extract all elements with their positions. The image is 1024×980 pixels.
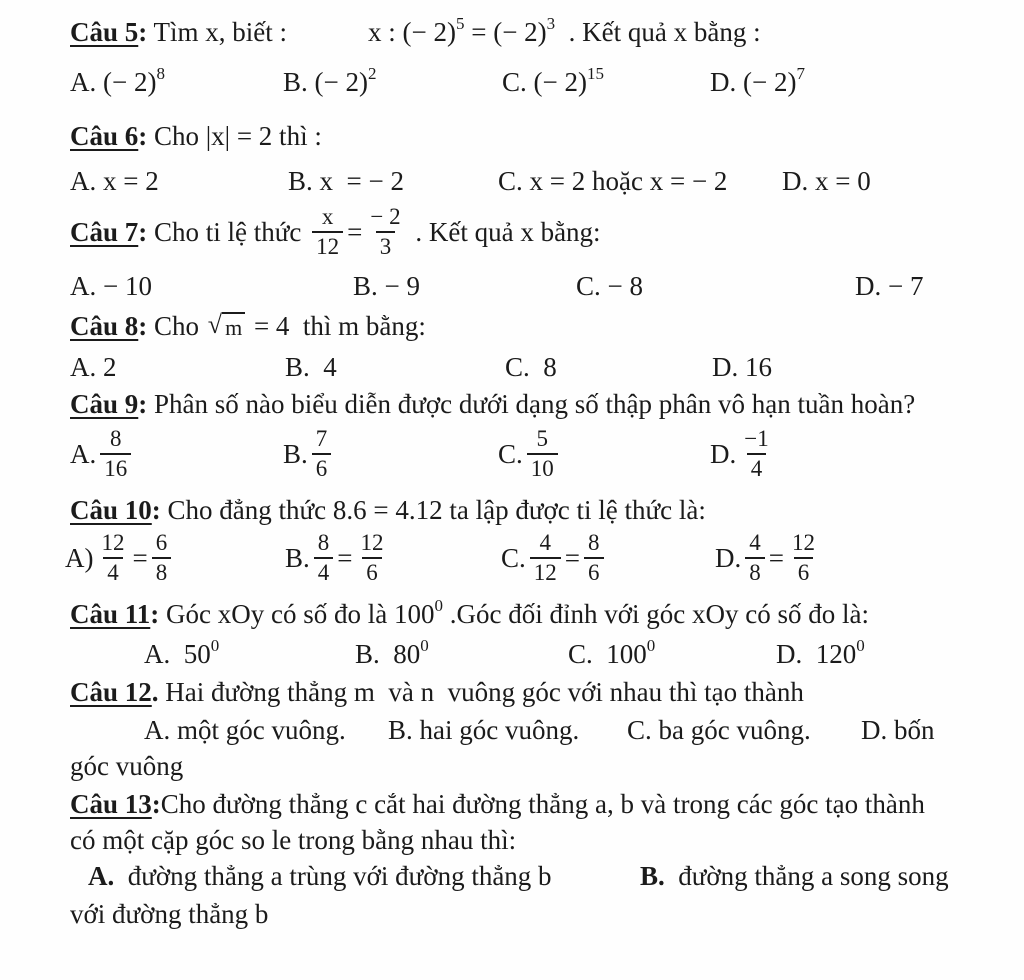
choice-cau-10-c	[501, 528, 608, 588]
choice-key: B.	[285, 542, 310, 573]
choice-cau-12-c	[627, 712, 811, 748]
choice-key: A.	[70, 351, 97, 382]
question-label: Câu 7	[70, 216, 139, 247]
choices-row-cau-6	[0, 163, 1024, 199]
fraction-numerator: 12	[101, 529, 125, 555]
fraction-denominator: 4	[314, 557, 334, 585]
choice-cau-9-d	[710, 424, 777, 484]
text-run: − 7	[881, 270, 924, 301]
question-label-separator: :	[151, 788, 161, 819]
continuation-line-cau-12	[70, 748, 183, 784]
fraction-denominator: 6	[312, 453, 332, 481]
choice-key: D.	[712, 351, 739, 382]
choices-row-cau-12	[0, 712, 1024, 748]
text-run: Hai đường thẳng m và n vuông góc với nhau thì tạo thành	[158, 676, 804, 707]
text-run: Cho	[147, 310, 206, 341]
question-label: Câu 10	[70, 494, 152, 525]
question-line-cau-5	[70, 14, 761, 50]
choice-key: C.	[498, 438, 523, 469]
text-run: Cho |x| = 2 thì :	[147, 120, 322, 151]
text-run: =	[564, 542, 580, 573]
sqrt-radicand: m	[222, 312, 245, 342]
exponent-superscript: 0	[646, 635, 656, 655]
question-line-cau-8	[70, 308, 426, 344]
text-run: x = 2 hoặc x = − 2	[522, 165, 728, 196]
choice-cau-5-c	[502, 64, 604, 100]
fraction-numerator: 4	[539, 529, 552, 555]
choice-cau-10-d	[715, 528, 823, 588]
fraction-denominator: 10	[527, 453, 558, 481]
text-run: hai góc vuông.	[412, 714, 580, 745]
text-run: − 8	[600, 270, 643, 301]
choice-key: D.	[861, 714, 888, 745]
text-run: 120	[802, 638, 857, 669]
choice-key: B.	[355, 638, 380, 669]
question-label-separator: :	[150, 598, 160, 629]
choice-cau-11-d	[776, 636, 865, 672]
square-root	[208, 311, 245, 342]
question-label-separator: .	[151, 676, 159, 707]
continuation-line-cau-13	[70, 896, 268, 932]
fraction	[100, 427, 131, 481]
question-label: Câu 9	[70, 388, 139, 419]
fraction-denominator: 6	[584, 557, 604, 585]
question-line-cau-12	[70, 674, 804, 710]
choice-key: C.	[568, 638, 593, 669]
fraction-denominator: 12	[312, 231, 343, 259]
question-line-cau-7	[70, 202, 601, 262]
exponent-superscript: 0	[420, 635, 429, 655]
choice-cau-12-a	[144, 712, 346, 748]
fraction-numerator: 4	[749, 529, 761, 555]
fraction-numerator: 12	[360, 529, 384, 555]
question-line-cau-10	[70, 492, 706, 528]
choice-key: D.	[855, 270, 882, 301]
choice-cau-8-a	[70, 349, 117, 385]
choice-cau-5-a	[70, 64, 165, 100]
choice-key: A)	[65, 542, 94, 573]
text-run: 100	[592, 638, 647, 669]
choice-cau-6-a	[70, 163, 159, 199]
fraction	[366, 205, 404, 259]
fraction-numerator: − 2	[370, 203, 401, 229]
question-line-cau-11	[70, 596, 869, 632]
choice-key: A.	[144, 638, 171, 669]
text-run: với đường thẳng b	[70, 898, 269, 929]
choice-cau-6-c	[498, 163, 727, 199]
question-label: Câu 6	[70, 120, 139, 151]
text-run: 50	[170, 638, 211, 669]
sqrt-icon: √	[207, 309, 223, 339]
question-label-separator: :	[138, 16, 148, 47]
exponent-superscript: 8	[156, 63, 165, 83]
text-run: một góc vuông.	[170, 714, 346, 745]
choice-key: D.	[782, 165, 809, 196]
choice-key: B.	[283, 66, 308, 97]
choice-key: D.	[776, 638, 803, 669]
fraction	[740, 427, 772, 481]
question-label-separator: :	[138, 310, 148, 341]
text-run: bốn	[887, 714, 935, 745]
text-run: 2	[96, 351, 117, 382]
text-run: Phân số nào biểu diễn được dưới dạng số thập phân vô hạn tuần hoàn?	[147, 388, 916, 419]
text-run: = (− 2)	[464, 16, 547, 47]
choice-key: D.	[715, 542, 742, 573]
choices-row-cau-10	[0, 528, 1024, 588]
question-line-cau-9	[70, 386, 915, 422]
fraction-numerator: 8	[317, 529, 330, 555]
choice-key: B.	[283, 438, 308, 469]
exponent-superscript: 0	[434, 595, 443, 615]
fraction	[98, 531, 129, 585]
choice-cau-9-b	[283, 424, 335, 484]
choice-cau-13-a	[88, 858, 552, 894]
choice-key: C.	[627, 714, 652, 745]
choice-cau-6-b	[288, 163, 404, 199]
fraction	[314, 531, 334, 585]
text-run: =	[132, 542, 148, 573]
choice-key: C.	[501, 542, 526, 573]
choice-key: A.	[70, 66, 97, 97]
fraction-numerator: 6	[155, 529, 168, 555]
fraction-denominator: 6	[362, 557, 382, 585]
exponent-superscript: 5	[455, 13, 465, 33]
fraction	[312, 427, 332, 481]
text-run: 4	[309, 351, 337, 382]
text-run: có một cặp góc so le trong bằng nhau thì:	[70, 824, 517, 855]
choice-key: C.	[576, 270, 601, 301]
question-label: Câu 8	[70, 310, 139, 341]
text-run: Cho đường thẳng c cắt hai đường thẳng a, b và trong các góc tạo thành	[160, 788, 925, 819]
text-run: − 10	[96, 270, 152, 301]
text-run: Cho ti lệ thức	[147, 216, 309, 247]
exponent-superscript: 3	[546, 13, 556, 33]
choice-cau-11-c	[568, 636, 655, 672]
fraction-denominator: 3	[376, 231, 396, 259]
fraction	[312, 205, 343, 259]
choice-cau-5-d	[710, 64, 805, 100]
text-run: Cho đẳng thức 8.6 = 4.12 ta lập được ti lệ thức là:	[160, 494, 706, 525]
fraction	[584, 531, 604, 585]
choices-row-cau-7	[0, 268, 1024, 304]
fraction	[527, 427, 558, 481]
choice-cau-8-b	[285, 349, 337, 385]
choice-cau-13-b	[640, 858, 949, 894]
question-label-separator: :	[138, 388, 148, 419]
question-label-separator: :	[138, 216, 148, 247]
exponent-superscript: 0	[210, 635, 220, 655]
text-run: =	[337, 542, 353, 573]
choice-key: C.	[498, 165, 523, 196]
text-run: ba góc vuông.	[651, 714, 811, 745]
choice-key: A.	[70, 165, 97, 196]
choices-row-cau-11	[0, 636, 1024, 672]
text-run: (− 2)	[526, 66, 587, 97]
fraction	[530, 531, 561, 585]
fraction-denominator: 4	[103, 557, 123, 585]
choice-key: B.	[640, 860, 665, 891]
text-run: Tìm x, biết : x : (− 2)	[147, 16, 456, 47]
exponent-superscript: 15	[586, 63, 604, 83]
choice-cau-7-c	[576, 268, 643, 304]
choice-cau-12-d	[861, 712, 935, 748]
choice-cau-10-a	[65, 528, 175, 588]
choice-cau-9-c	[498, 424, 562, 484]
text-run: (− 2)	[736, 66, 797, 97]
question-label: Câu 12	[70, 676, 152, 707]
choice-cau-7-b	[353, 268, 420, 304]
choice-cau-7-a	[70, 268, 152, 304]
continuation-line-cau-13	[70, 822, 516, 858]
fraction	[357, 531, 388, 585]
fraction-denominator: 12	[530, 557, 561, 585]
fraction-denominator: 4	[747, 453, 767, 481]
fraction-numerator: 8	[588, 529, 600, 555]
choice-cau-7-d	[855, 268, 923, 304]
choices-row-cau-5	[0, 64, 1024, 100]
choice-key: A.	[70, 438, 97, 469]
choice-cau-8-d	[712, 349, 772, 385]
choice-key: B.	[388, 714, 413, 745]
text-run: = 4 thì m bằng:	[247, 310, 426, 341]
choice-key: C.	[505, 351, 530, 382]
text-run: 16	[738, 351, 772, 382]
choice-key: C.	[502, 66, 527, 97]
choice-key: B.	[288, 165, 313, 196]
text-run: =	[347, 216, 363, 247]
fraction	[788, 531, 819, 585]
choices-row-cau-13	[0, 858, 1024, 894]
fraction	[745, 531, 765, 585]
choice-cau-11-b	[355, 636, 429, 672]
question-label: Câu 5	[70, 16, 139, 47]
exponent-superscript: 7	[796, 63, 805, 83]
text-run: 80	[379, 638, 421, 669]
fraction-numerator: 7	[315, 425, 328, 451]
fraction-denominator: 8	[152, 557, 172, 585]
fraction	[152, 531, 172, 585]
text-run: x = 2	[96, 165, 159, 196]
choice-key: A.	[144, 714, 171, 745]
fraction-numerator: 12	[791, 529, 815, 555]
choice-key: B.	[353, 270, 378, 301]
question-label-separator: :	[138, 120, 148, 151]
text-run: (− 2)	[96, 66, 157, 97]
fraction-denominator: 16	[100, 453, 131, 481]
choice-cau-10-b	[285, 528, 392, 588]
text-run: (− 2)	[307, 66, 368, 97]
choice-key: D.	[710, 438, 737, 469]
choice-cau-9-a	[70, 424, 135, 484]
text-run: .Góc đối đỉnh với góc xOy có số đo là:	[443, 598, 869, 629]
fraction-numerator: 5	[536, 425, 549, 451]
fraction-numerator: 8	[110, 425, 122, 451]
choice-key: A.	[70, 270, 97, 301]
text-run: . Kết quả x bằng :	[555, 16, 761, 47]
text-run: x = 0	[808, 165, 871, 196]
choice-cau-6-d	[782, 163, 871, 199]
choices-row-cau-8	[0, 349, 1024, 385]
text-run: góc vuông	[70, 750, 184, 781]
text-run: =	[768, 542, 784, 573]
text-run: x = − 2	[312, 165, 404, 196]
exponent-superscript: 0	[856, 635, 865, 655]
choice-key: D.	[710, 66, 737, 97]
question-label: Câu 11	[70, 598, 151, 629]
question-label-separator: :	[151, 494, 161, 525]
choice-key: B.	[285, 351, 310, 382]
fraction-numerator: −1	[744, 425, 769, 451]
choice-cau-12-b	[388, 712, 579, 748]
choice-key: A.	[88, 860, 115, 891]
choice-cau-5-b	[283, 64, 376, 100]
choice-cau-8-c	[505, 349, 557, 385]
text-run: − 9	[377, 270, 420, 301]
question-line-cau-13	[70, 786, 925, 822]
text-run: đường thẳng a trùng với đường thẳng b	[114, 860, 552, 891]
text-run: Góc xOy có số đo là 100	[159, 598, 435, 629]
choice-cau-11-a	[144, 636, 219, 672]
fraction-numerator: x	[321, 203, 334, 229]
question-line-cau-6	[70, 118, 322, 154]
question-label: Câu 13	[70, 788, 152, 819]
choices-row-cau-9	[0, 424, 1024, 484]
exponent-superscript: 2	[367, 63, 377, 83]
fraction-denominator: 6	[794, 557, 814, 585]
text-run: . Kết quả x bằng:	[408, 216, 601, 247]
fraction-denominator: 8	[745, 557, 765, 585]
text-run: đường thẳng a song song	[664, 860, 949, 891]
text-run: 8	[529, 351, 557, 382]
